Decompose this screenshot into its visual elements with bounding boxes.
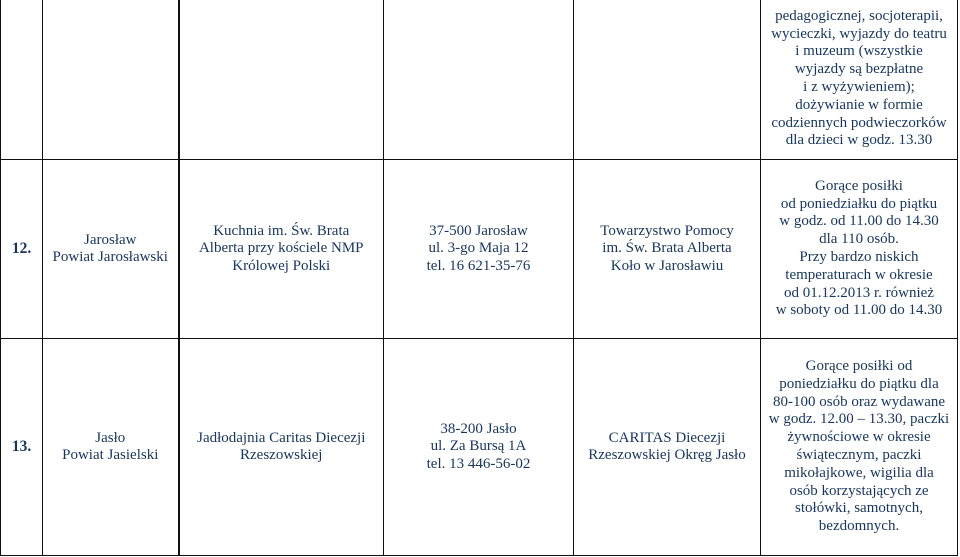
operator-line: CARITAS Diecezji (608, 429, 726, 446)
facility-line: Rzeszowskiej (240, 447, 323, 463)
cell-description (761, 339, 958, 556)
description-line: od 01.12.2013 r. również (784, 284, 934, 301)
description-line: i z wyżywieniem); (803, 79, 915, 95)
county-name: Powiat Jarosławski (52, 249, 168, 265)
description-line: 80-100 osób oraz wydawane (772, 393, 946, 410)
town-name: Jasło (95, 429, 126, 446)
cell-number (1, 0, 43, 160)
operator-line: im. Św. Brata Alberta (602, 240, 732, 257)
cell-address (384, 339, 574, 556)
cell-address (384, 0, 574, 160)
description-line: osób korzystających ze (789, 482, 929, 499)
description-line: i muzeum (wszystkie (795, 43, 923, 60)
description-line: w godz. od 11.00 do 14.30 (779, 213, 939, 230)
row-number: 12. (11, 240, 32, 258)
cell-town (43, 0, 179, 160)
description-line: świątecznym, paczki (796, 447, 922, 463)
description-line: wyjazdy są bezpłatne (794, 61, 924, 78)
description-line: w soboty od 11.00 do 14.30 (775, 302, 943, 319)
description-line: żywnościowe w okresie (787, 429, 931, 446)
cell-description (761, 160, 958, 339)
cell-operator (574, 160, 761, 339)
cell-address (384, 160, 574, 339)
table-row-continuation (1, 0, 958, 160)
description-line: codziennych podwieczorków (771, 114, 947, 131)
description-line: w godz. 12.00 – 13.30, paczki (768, 411, 950, 428)
county-name: Powiat Jasielski (62, 447, 159, 463)
address-line: tel. 16 621-35-76 (426, 257, 531, 274)
cell-facility (179, 339, 384, 556)
description-line: Przy bardzo niskich (799, 249, 919, 265)
description-line: poniedziałku do piątku dla (779, 375, 939, 392)
facility-line: Kuchnia im. Św. Brata (213, 222, 350, 239)
description-line: Gorące posiłki (815, 177, 903, 194)
cell-description (761, 0, 958, 160)
description-line: od poniedziałku do piątku (780, 195, 938, 212)
cell-facility (179, 160, 384, 339)
address-line: tel. 13 446-56-02 (426, 455, 531, 472)
town-name: Jarosław (84, 231, 137, 248)
cell-town (43, 160, 179, 339)
cell-number (1, 160, 43, 339)
description-line: temperaturach w okresie (785, 266, 933, 283)
description-line: bezdomnych. (818, 518, 900, 535)
cell-facility (179, 0, 384, 160)
cell-operator (574, 339, 761, 556)
cell-operator (574, 0, 761, 160)
table-row-13 (1, 339, 958, 556)
description-line: dożywianie w formie (795, 96, 923, 113)
operator-line: Rzeszowskiej Okręg Jasło (588, 447, 746, 463)
table-row-12 (1, 160, 958, 339)
facility-line: Alberta przy kościele NMP (198, 240, 364, 257)
description-line: Gorące posiłki od (805, 358, 913, 375)
facility-line: Królowej Polski (232, 257, 331, 274)
address-line: ul. Za Bursą 1A (430, 438, 527, 455)
description-line: dla dzieci w godz. 13.30 (785, 132, 933, 149)
row-number: 13. (11, 438, 32, 456)
description-line: pedagogicznej, socjoterapii, (775, 7, 943, 24)
operator-line: Koło w Jarosławiu (610, 257, 724, 274)
description-line: wycieczki, wyjazdy do teatru (771, 25, 947, 42)
description-line: mikołajkowe, wigilia dla (784, 464, 934, 481)
description-line: dla 110 osób. (819, 231, 899, 248)
cell-town (43, 339, 179, 556)
address-line: ul. 3-go Maja 12 (428, 240, 529, 257)
description-line: stołówki, samotnych, (795, 500, 923, 517)
operator-line: Towarzystwo Pomocy (600, 222, 734, 239)
address-line: 37-500 Jarosław (429, 222, 528, 239)
cell-number (1, 339, 43, 556)
address-line: 38-200 Jasło (440, 420, 517, 437)
facility-line: Jadłodajnia Caritas Diecezji (197, 429, 366, 446)
